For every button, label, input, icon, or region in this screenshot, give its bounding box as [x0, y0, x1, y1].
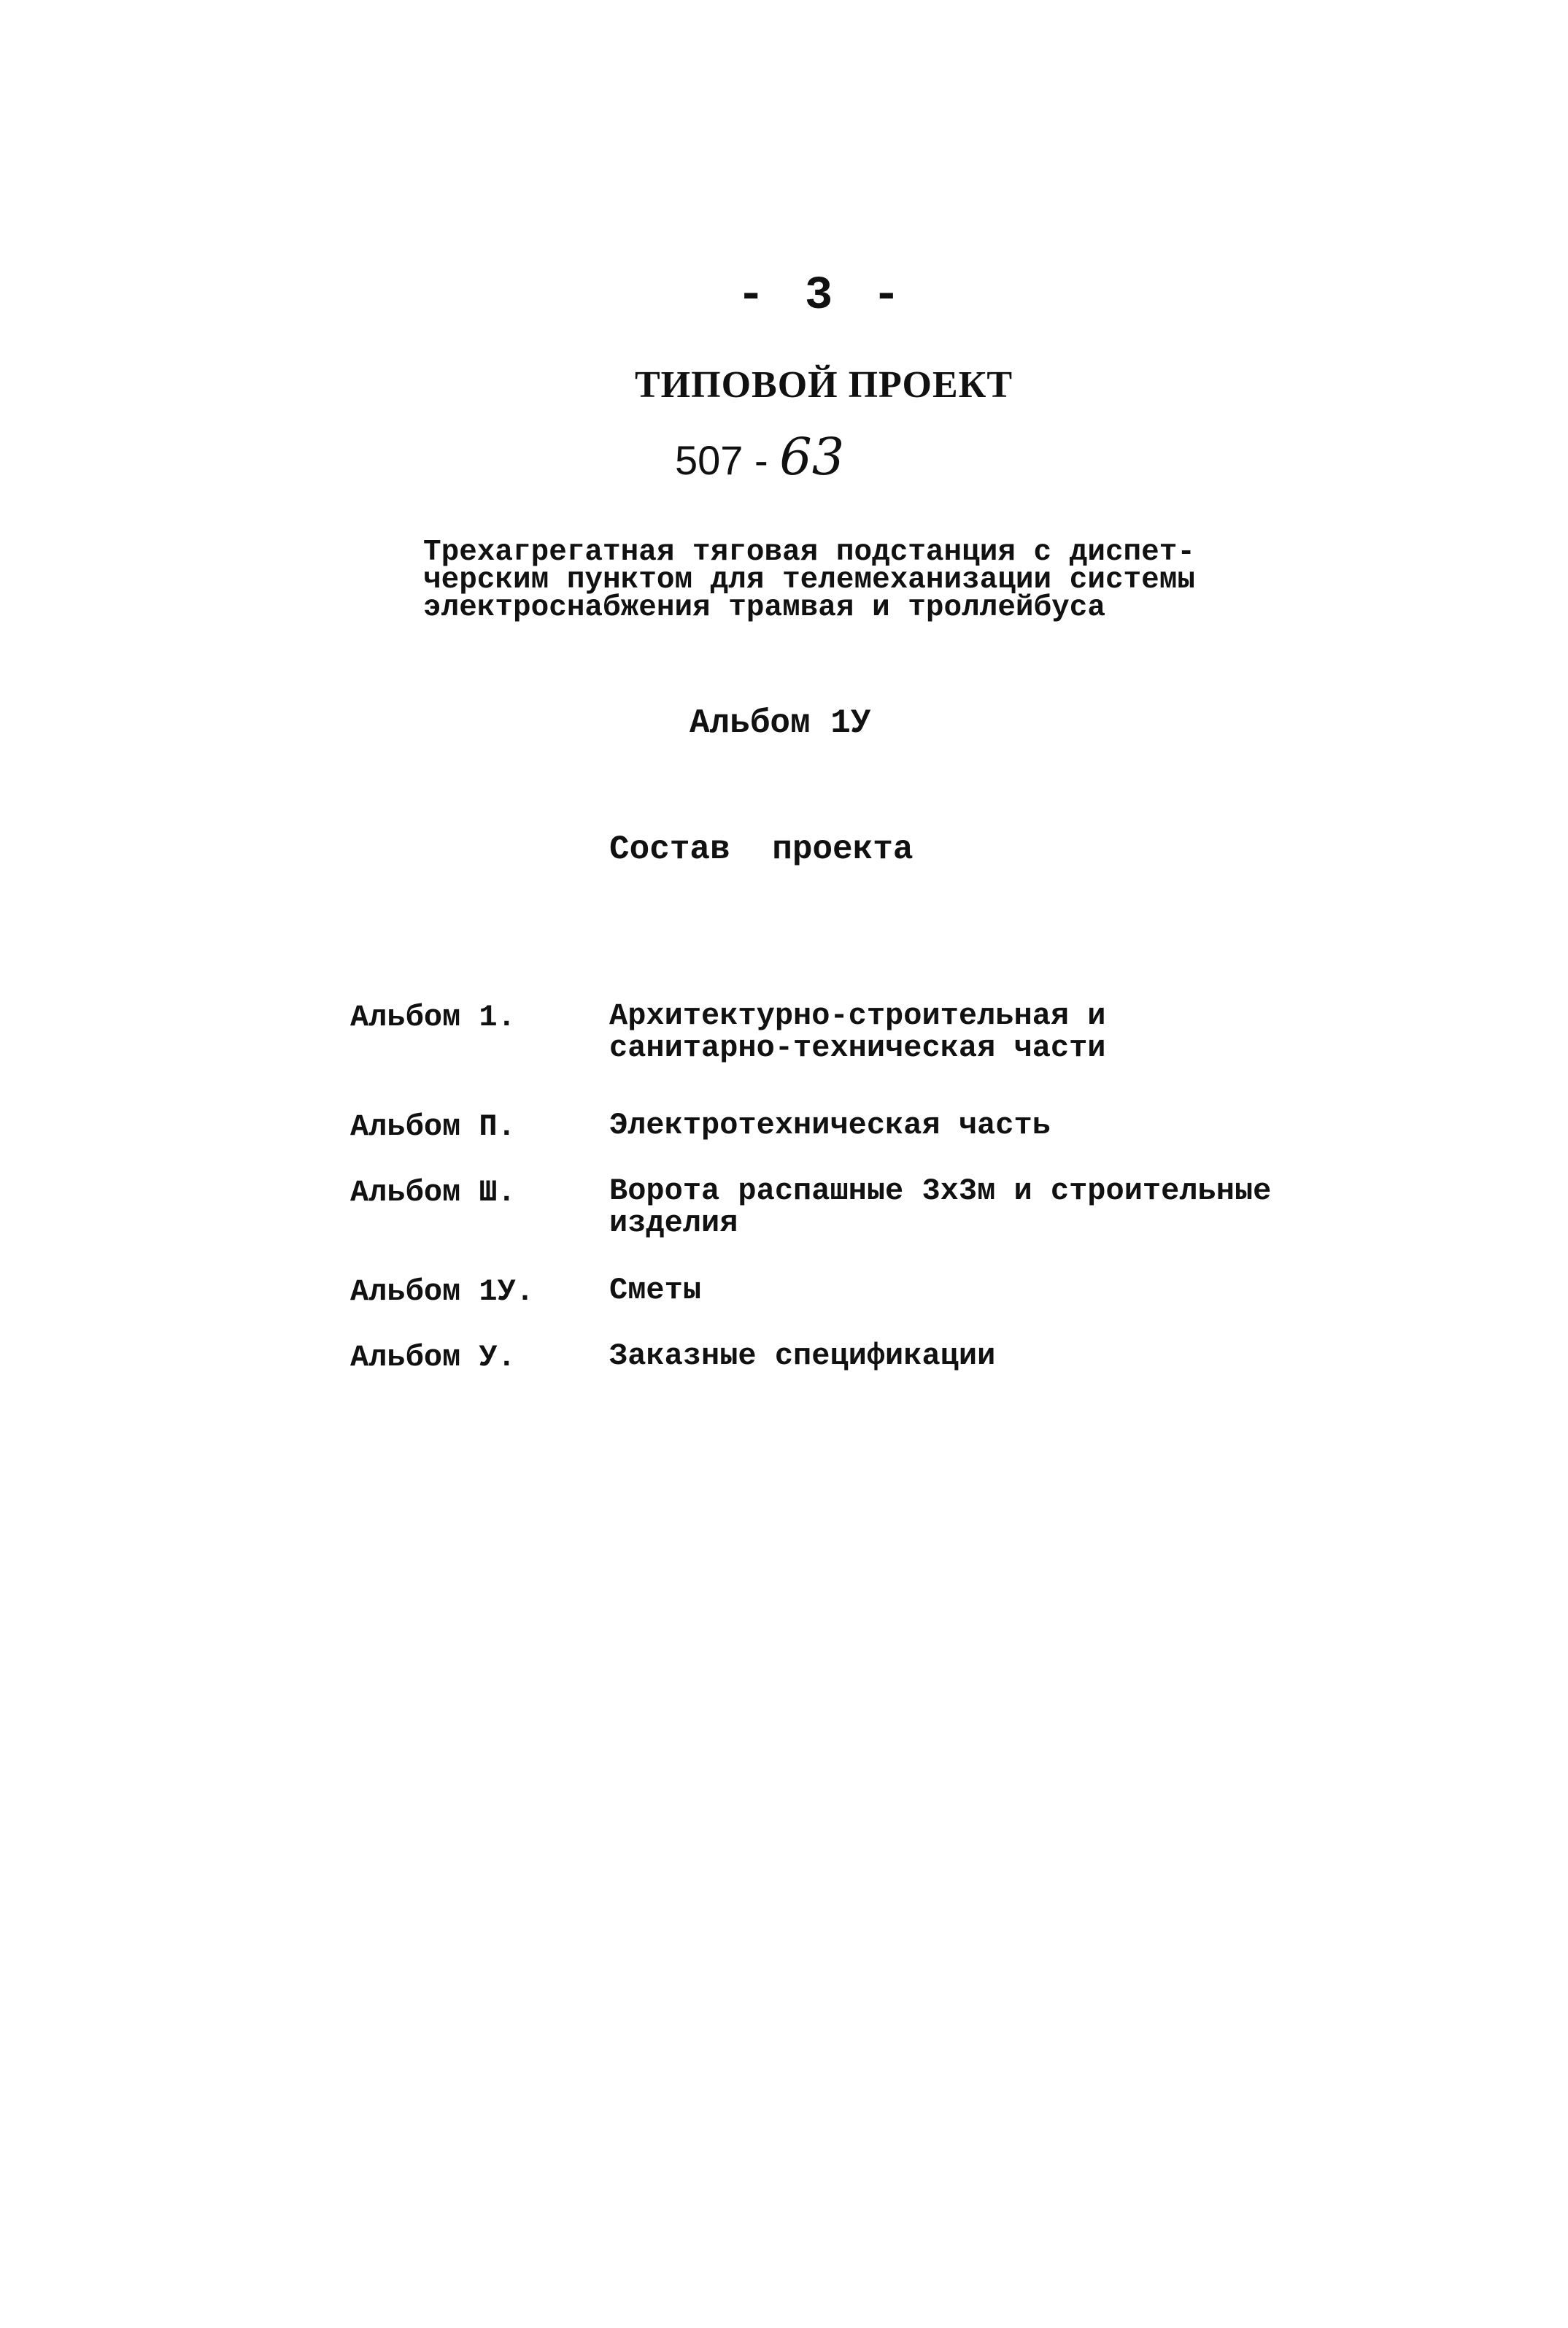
contents-item-line: Сметы [609, 1273, 702, 1308]
contents-item-label: Альбом 1У. [350, 1274, 535, 1309]
contents-item-line: Электротехническая часть [609, 1108, 1051, 1143]
description-line: электроснабжения трамвая и троллейбуса [423, 591, 1105, 625]
project-type-title: ТИПОВОЙ ПРОЕКТ [635, 364, 1013, 406]
description-line: Трехагрегатная тяговая подстанция с диспет- [423, 536, 1195, 569]
contents-item-label: Альбом У. [350, 1340, 516, 1375]
contents-item-text [609, 1175, 1271, 1239]
project-number-suffix: 63 [779, 427, 845, 487]
contents-item-label: Альбом П. [350, 1109, 516, 1144]
composition-heading: Состав проекта [609, 830, 914, 868]
project-description [423, 536, 1195, 625]
contents-item-text [609, 1340, 995, 1372]
contents-item-line: изделия [609, 1206, 738, 1241]
album-title: Альбом 1У [690, 704, 871, 742]
contents-item-line: Архитектурно-строительная и [609, 998, 1106, 1033]
contents-item-label: Альбом Ш. [350, 1175, 516, 1210]
contents-item-line: Ворота распашные 3х3м и строительные [609, 1173, 1272, 1209]
contents-item-label: Альбом 1. [350, 1000, 516, 1035]
page-number: - 3 - [737, 270, 907, 323]
contents-item-text [609, 1274, 701, 1306]
contents-item-text [609, 1000, 1106, 1064]
contents-item-line: санитарно-техническая части [609, 1030, 1106, 1065]
contents-item-line: Заказные спецификации [609, 1338, 996, 1373]
project-number [675, 427, 844, 487]
project-number-prefix: 507 - [675, 437, 768, 483]
contents-item-text [609, 1109, 1051, 1141]
description-line: черским пунктом для телемеханизации системы [423, 563, 1195, 597]
